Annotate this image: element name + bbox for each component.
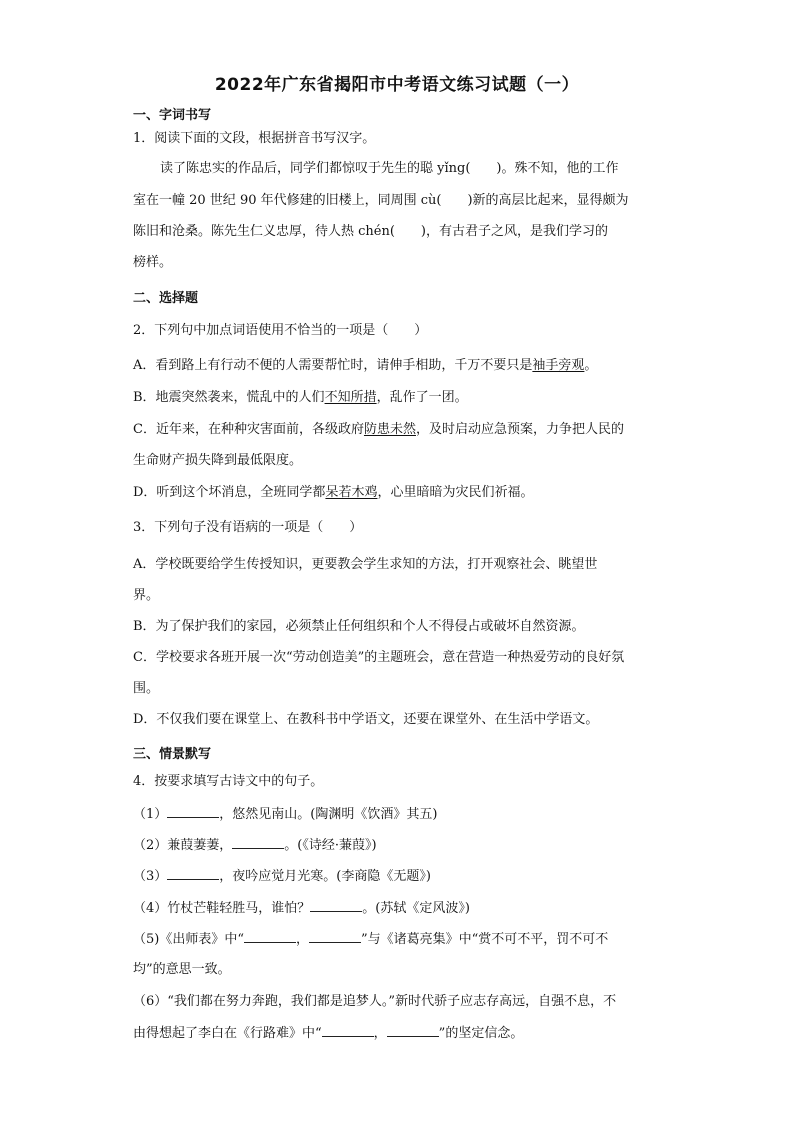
q4-item-6-text-end: ”的坚定信念。 <box>438 1026 524 1041</box>
q1-para-line-4: 榜样。 <box>133 255 173 270</box>
q2-option-c-line-2: 生命财产损失降到最低限度。 <box>133 453 303 468</box>
q4-item-4-text: 。(苏轼《定风波》) <box>362 901 470 916</box>
q3-stem: 3．下列句子没有语病的一项是（ ） <box>133 520 363 535</box>
answer-blank[interactable] <box>310 899 362 912</box>
q4-item-6-sep: ， <box>373 1026 387 1041</box>
answer-blank[interactable] <box>167 805 219 818</box>
q3-option-c-line-2: 围。 <box>133 681 160 696</box>
q4-item-2-text: 。(《诗经·蒹葭》) <box>284 838 377 853</box>
q4-item-1-text: ，悠然见南山。(陶渊明《饮酒》其五) <box>219 807 438 822</box>
q2-b-text-end: ，乱作了一团。 <box>376 390 468 405</box>
q4-item-6-line-2 <box>133 1024 663 1043</box>
q4-item-2 <box>133 836 663 855</box>
q4-item-3-label: （3） <box>133 869 168 884</box>
q4-item-3-text: ，夜吟应觉月光寒。(李商隐《无题》) <box>219 869 431 884</box>
page-title: 2022年广东省揭阳市中考语文练习试题（一） <box>214 75 580 95</box>
q4-item-1-label: （1） <box>133 807 168 822</box>
q2-b-underlined-word: 不知所措 <box>324 390 377 405</box>
q2-option-b <box>133 389 663 407</box>
q2-c-text-end: ，及时启动应急预案，力争把人民的 <box>415 422 624 437</box>
q2-b-text: B．地震突然袭来，慌乱中的人们 <box>133 390 325 405</box>
q2-option-c <box>133 421 663 439</box>
q4-item-5-text: ”与《诸葛亮集》中“赏不可不平，罚不可不 <box>361 932 609 947</box>
answer-blank[interactable] <box>232 836 284 849</box>
answer-blank[interactable] <box>244 930 296 943</box>
q3-option-a-line-2: 界。 <box>133 588 160 603</box>
section-heading-1: 一、字词书写 <box>133 108 212 123</box>
q4-item-4 <box>133 899 663 918</box>
answer-blank[interactable] <box>387 1024 439 1037</box>
q2-option-d <box>133 484 663 502</box>
answer-blank[interactable] <box>309 930 361 943</box>
q2-c-underlined-word: 防患未然 <box>363 422 416 437</box>
q4-item-6: （6）“我们都在努力奔跑，我们都是追梦人。”新时代骄子应志存高远，自强不息，不 <box>133 994 617 1009</box>
q4-item-2-label: （2）兼葭萋萋， <box>133 838 233 853</box>
q4-item-5-line-2: 均”的意思一致。 <box>133 962 231 977</box>
q2-d-text-end: ，心里暗暗为灾民们祈福。 <box>377 485 534 500</box>
q1-para-line-1: 读了陈忠实的作品后，同学们都惊叹于先生的聪 yǐng( )。殊不知，他的工作 <box>160 161 619 176</box>
q1-para-line-3: 陈旧和沧桑。陈先生仁义忠厚，待人热 chén( )，有古君子之风，是我们学习的 <box>133 224 608 239</box>
q4-item-5 <box>133 930 663 949</box>
q4-stem: 4．按要求填写古诗文中的句子。 <box>133 774 324 789</box>
q4-item-5-sep: ， <box>296 932 310 947</box>
answer-blank[interactable] <box>167 867 219 880</box>
q3-option-b: B．为了保护我们的家园，必须禁止任何组织和个人不得侵占或破坏自然资源。 <box>133 619 585 634</box>
q1-para-line-2: 室在一幢 20 世纪 90 年代修建的旧楼上，同周围 cù( )新的高层比起来，显得颇为 <box>133 193 629 208</box>
q2-c-text: C．近年来，在种种灾害面前，各级政府 <box>133 422 364 437</box>
q3-option-c: C．学校要求各班开展一次“劳动创造美”的主题班会，意在营造一种热爱劳动的良好氛 <box>133 650 625 665</box>
q1-stem: 1．阅读下面的文段，根据拼音书写汉字。 <box>133 131 376 146</box>
q4-item-6-text: 由得想起了李白在《行路难》中“ <box>133 1026 322 1041</box>
q2-d-text: D．听到这个坏消息，全班同学都 <box>133 485 326 500</box>
q4-item-5-label: （5)《出师表》中“ <box>133 932 244 947</box>
q3-option-a: A．学校既要给学生传授知识，更要教会学生求知的方法，打开观察社会、眺望世 <box>133 557 598 572</box>
section-heading-2: 二、选择题 <box>133 291 199 306</box>
q2-d-underlined-word: 呆若木鸡 <box>325 485 378 500</box>
section-heading-3: 三、情景默写 <box>133 747 212 762</box>
answer-blank[interactable] <box>322 1024 374 1037</box>
q2-stem: 2．下列句中加点词语使用不恰当的一项是（ ） <box>133 323 428 338</box>
q2-a-text-end: 。 <box>584 358 598 373</box>
q4-item-3 <box>133 867 663 886</box>
q4-item-4-label: （4）竹杖芒鞋轻胜马，谁怕？ <box>133 901 311 916</box>
q2-option-a <box>133 357 663 375</box>
q2-a-text: A．看到路上有行动不便的人需要帮忙时，请伸手相助，千万不要只是 <box>133 358 533 373</box>
q3-option-d: D．不仅我们要在课堂上、在教科书中学语文，还要在课堂外、在生活中学语文。 <box>133 712 599 727</box>
q4-item-1 <box>133 805 663 824</box>
q2-a-underlined-word: 袖手旁观 <box>532 358 585 373</box>
